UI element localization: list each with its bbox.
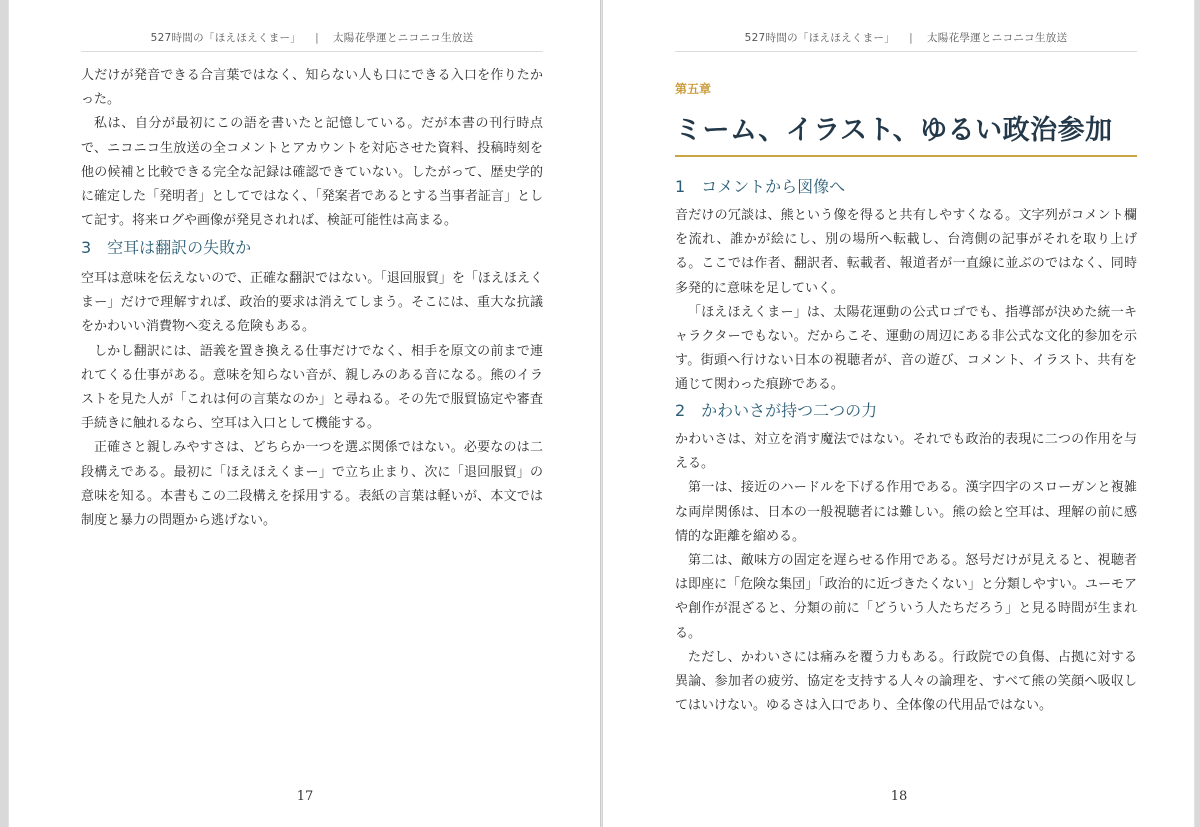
paragraph: 第二は、敵味方の固定を遅らせる作用である。怒号だけが見えると、視聴者は即座に「危険な集団」「政治的に近づきたくない」と分類しやすい。ユーモアや創作が混ざると、分類の前に「どういう人たちだろう」と見る時間が生まれる。 <box>675 553 1137 641</box>
chapter-title: ミーム、イラスト、ゆるい政治参加 <box>675 115 1113 146</box>
left-page <box>8 0 600 827</box>
section-heading: 3 空耳は翻訳の失敗か <box>81 238 252 257</box>
section-1 <box>675 175 1137 199</box>
header-separator: | <box>315 32 319 44</box>
paragraph: 私は、自分が最初にこの語を書いたと記憶している。だが本書の刊行時点で、ニコニコ生放送の全コメントとアカウントを対応させた資料、投稿時刻を他の候補と比較できる完全な記録は確認できていない。したがって、歴史学的に確定した「発明者」としてではなく、「発案者であるとする当事者証言」として記す。将来ログや画像が発見されれば、検証可能性は高まる。 <box>81 116 543 229</box>
chapter-label: 第五章 <box>675 82 712 96</box>
section-3-body <box>81 267 543 533</box>
header-rule <box>675 51 1137 52</box>
header-book-title: 527時間の「ほえほえくまー」 <box>150 32 302 44</box>
paragraph: 空耳は意味を伝えないので、正確な翻訳ではない。「退回服貿」を「ほえほえくまー」だけで理解すれば、政治的要求は消えてしまう。そこには、重大な抗議をかわいい消費物へ変える危険もある。 <box>81 271 543 335</box>
section-1-body <box>675 204 1137 398</box>
header-subtitle: 太陽花學運とニコニコ生放送 <box>332 32 474 44</box>
paragraph: 「ほえほえくまー」は、太陽花運動の公式ロゴでも、指導部が決めた統一キャラクターでもない。だからこそ、運動の周辺にある非公式な文化的参加を示す。街頭へ行けない日本の視聴者が、音の遊び、コメント、イラスト、共有を通じて関わった痕跡である。 <box>675 304 1137 393</box>
page-number: 18 <box>890 789 908 804</box>
section-2-body <box>675 428 1137 718</box>
chapter-rule <box>675 155 1137 157</box>
paragraph: ただし、かわいさには痛みを覆う力もある。行政院での負傷、占拠に対する異論、参加者の疲労、協定を支持する人々の論理を、すべて熊の笑顔へ吸収してはいけない。ゆるさは入口であり、全体像の代用品ではない。 <box>675 649 1137 714</box>
section-3 <box>81 236 543 260</box>
header-rule <box>81 51 543 52</box>
paragraph: かわいさは、対立を消す魔法ではない。それでも政治的表現に二つの作用を与える。 <box>675 432 1137 472</box>
section-heading: 2 かわいさが持つ二つの力 <box>675 401 878 420</box>
section-2 <box>675 399 1137 423</box>
page-number: 17 <box>296 789 314 804</box>
left-body-top <box>81 64 543 233</box>
paragraph: しかし翻訳には、語義を置き換える仕事だけでなく、相手を原文の前まで連れてくる仕事がある。意味を知らない音が、親しみのある音になる。熊のイラストを見た人が「これは何の言葉なのか」と尋ねる。その先で服貿協定や審査手続きに触れるなら、空耳は入口として機能する。 <box>81 343 543 432</box>
header-book-title: 527時間の「ほえほえくまー」 <box>744 32 896 44</box>
header-separator: | <box>909 32 913 44</box>
paragraph: 音だけの冗談は、熊という像を得ると共有しやすくなる。文字列がコメント欄を流れ、誰かが絵にし、別の場所へ転載し、台湾側の記事がそれを取り上げる。ここでは作者、翻訳者、転載者、報道者が一直線に並ぶのではなく、同時多発的に意味を足していく。 <box>675 208 1137 296</box>
running-header <box>675 30 1137 45</box>
running-header <box>81 30 543 45</box>
right-page <box>603 0 1195 827</box>
header-subtitle: 太陽花學運とニコニコ生放送 <box>926 32 1068 44</box>
section-heading: 1 コメントから図像へ <box>675 177 846 196</box>
paragraph: 人だけが発音できる合言葉ではなく、知らない人も口にできる入口を作りたかった。 <box>81 68 543 108</box>
paragraph: 第一は、接近のハードルを下げる作用である。漢字四字のスローガンと複雑な両岸関係は、日本の一般視聴者には難しい。熊の絵と空耳は、理解の前に感情的な距離を縮める。 <box>675 480 1137 544</box>
paragraph: 正確さと親しみやすさは、どちらか一つを選ぶ関係ではない。必要なのは二段構えである。最初に「ほえほえくまー」で立ち止まり、次に「退回服貿」の意味を知る。本書もこの二段構えを採用する。表紙の言葉は軽いが、本文では制度と暴力の問題から逃げない。 <box>81 440 543 529</box>
